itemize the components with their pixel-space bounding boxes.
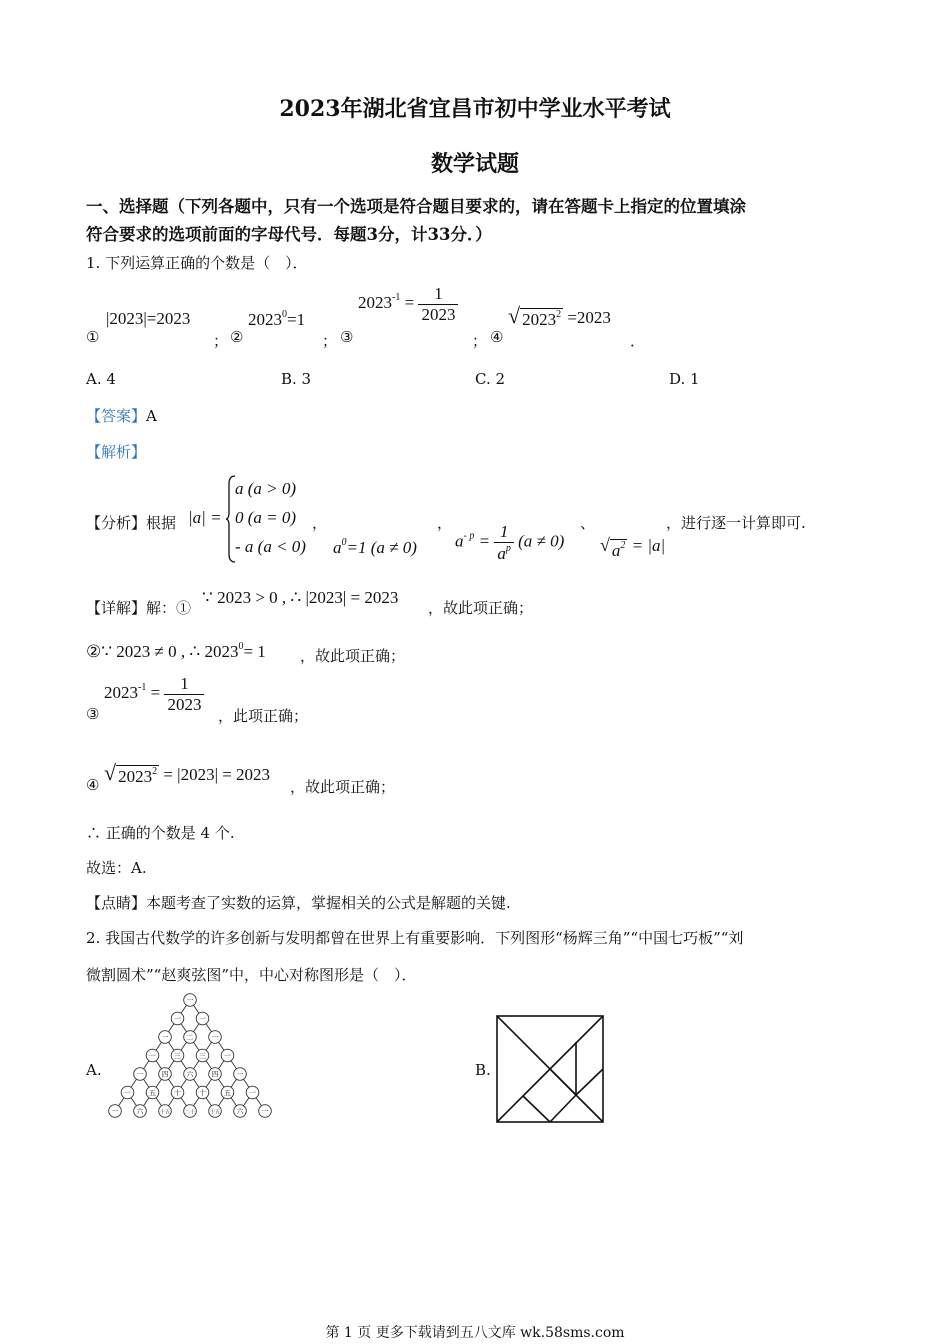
fraction-numerator: 1 — [418, 284, 458, 305]
q2-stem-line1: 2. 我国古代数学的许多创新与发明都曾在世界上有重要影响．下列图形“杨辉三角”“中国七巧板”“刘 — [86, 929, 744, 947]
triangle-node-label: 一 — [186, 996, 194, 1005]
tangram-square-edge — [550, 1069, 576, 1095]
triangle-node-label: 一 — [149, 1052, 156, 1060]
step2-tail: ，故此项正确； — [300, 647, 406, 665]
step4-rest: = |2023| = 2023 — [163, 765, 271, 784]
tangram-figure[interactable] — [495, 1014, 605, 1124]
piece-negative: - a (a < 0) — [235, 537, 306, 556]
fenxi-comma-2: ， — [437, 514, 453, 532]
triangle-node-label: 十 — [199, 1089, 206, 1097]
neg-power-num: 1 — [494, 522, 514, 543]
triangle-node-label: 一 — [199, 1015, 206, 1023]
step3-num: 1 — [164, 674, 204, 695]
step2-expr — [86, 641, 266, 662]
answer-line — [86, 405, 157, 426]
q1-expr-3-fraction — [418, 284, 458, 324]
triangle-node-label: 十 — [174, 1089, 181, 1097]
triangle-node-label: 一 — [111, 1107, 119, 1116]
triangle-node-label: 二十 — [184, 1109, 196, 1116]
q1-expr-4-rest: =2023 — [567, 308, 611, 327]
analysis-tag: 【解析】 — [86, 443, 147, 461]
q1-option-b[interactable]: B. 3 — [281, 370, 312, 388]
choose: 故选：A. — [86, 859, 147, 877]
xiangjie-tag: 【详解】 — [86, 599, 147, 617]
triangle-node-label: 三 — [199, 1052, 206, 1060]
step3-exp: -1 — [138, 681, 147, 693]
sqrt-a-exp: 2 — [620, 540, 626, 551]
neg-power-eq: = — [478, 531, 491, 551]
negative-power-rule — [455, 522, 564, 563]
step2-rest: = 1 — [243, 642, 266, 661]
q1-circ-4: ④ — [490, 328, 504, 346]
step3-tail: ，此项正确； — [218, 707, 309, 725]
sqrt-a-radicand: a — [611, 541, 621, 560]
sqrt-a-symbol — [600, 536, 627, 561]
step2-exp: 0 — [238, 641, 244, 652]
triangle-node-label: 五 — [149, 1089, 156, 1097]
triangle-node-label: 一 — [211, 1033, 219, 1042]
neg-power-cond: (a ≠ 0) — [518, 531, 565, 551]
q1-expr-3-exp: -1 — [392, 291, 401, 303]
q1-sep-1: ； — [213, 332, 229, 350]
triangle-node-label: 一 — [236, 1070, 244, 1079]
page-subtitle: 数学试题 — [430, 151, 519, 177]
triangle-node-label: 一 — [124, 1089, 131, 1097]
conclusion: ∴ 正确的个数是 4 个. — [86, 824, 235, 842]
neg-power-den-wrap — [494, 543, 514, 564]
fenxi-line-start — [86, 512, 176, 533]
answer-value: A — [146, 407, 157, 425]
q1-expr-4-exp: 2 — [556, 309, 562, 320]
step3-expr — [104, 674, 204, 714]
sqrt-abs-rule — [600, 536, 665, 561]
q1-circ-2: ② — [230, 328, 244, 346]
q2-option-b[interactable]: B. — [475, 1061, 491, 1079]
triangle-node-label: 六 — [186, 1070, 194, 1079]
dianjing-text: 本题考查了实数的运算，掌握相关的公式是解题的关键. — [146, 894, 511, 912]
step3-base: 2023 — [104, 682, 138, 702]
triangle-node-label: 六 — [136, 1107, 144, 1116]
page-title: 2023年湖北省宜昌市初中学业水平考试 — [279, 96, 671, 122]
q2-option-a[interactable]: A. — [86, 1061, 102, 1079]
zero-power-base: a — [333, 538, 342, 557]
q1-circ-3: ③ — [340, 328, 354, 346]
q1-sep-2: ； — [322, 332, 338, 350]
dianjing-line — [86, 892, 511, 913]
radical-sign: √ — [600, 535, 610, 555]
piece-positive: a (a > 0) — [235, 479, 297, 498]
step3-circ: ③ — [86, 705, 100, 723]
neg-power-fraction — [494, 522, 514, 563]
triangle-node-label: 四 — [161, 1070, 169, 1079]
abs-a: |a| = — [188, 508, 222, 527]
q1-circ-1: ① — [86, 328, 100, 346]
neg-power-base: a — [455, 531, 464, 551]
q2-stem-line2: 微割圆术”“赵爽弦图”中，中心对称图形是（ ）． — [86, 966, 417, 984]
q1-expr-2-base: 2023 — [248, 310, 282, 329]
step2-main: ②∵ 2023 ≠ 0 , ∴ 2023 — [86, 642, 239, 661]
xiangjie-intro: 解：① — [146, 599, 192, 617]
q1-expr-3 — [358, 284, 458, 324]
triangle-node-label: 一 — [174, 1015, 181, 1023]
triangle-node-label: 十五 — [209, 1109, 221, 1116]
zero-power-exp: 0 — [341, 537, 347, 548]
q1-option-a[interactable]: A. 4 — [86, 370, 116, 388]
tangram-parallelogram-side — [576, 1069, 603, 1095]
step1-tail: ，故此项正确； — [428, 599, 534, 617]
q1-expr-4 — [508, 305, 611, 330]
q1-option-d[interactable]: D. 1 — [669, 370, 700, 388]
q1-expr-2-rest: =1 — [287, 310, 306, 329]
q1-option-c[interactable]: C. 2 — [475, 370, 506, 388]
step3-den: 2023 — [167, 694, 202, 714]
q1-expr-2 — [248, 309, 305, 330]
step4-radicand: 2023 — [118, 767, 153, 786]
fenxi-tail: ，进行逐一计算即可. — [666, 514, 806, 532]
step1-expr: ∵ 2023 > 0 , ∴ |2023| = 2023 — [202, 588, 399, 607]
step4-circ: ④ — [86, 776, 100, 794]
q1-end: ． — [630, 332, 646, 350]
q1-sep-3: ； — [472, 332, 488, 350]
q1-stem: 1. 下列运算正确的个数是（ ）． — [86, 254, 308, 272]
fenxi-text: 根据 — [146, 514, 177, 532]
triangle-node-label: 四 — [211, 1070, 219, 1079]
q1-expr-2-exp: 0 — [282, 309, 287, 320]
q1-expr-3-base: 2023 — [358, 292, 392, 312]
fenxi-tag: 【分析】 — [86, 514, 147, 532]
yang-hui-triangle[interactable] — [104, 990, 276, 1125]
triangle-node-label: 二 — [186, 1033, 194, 1042]
triangle-node-label: 五 — [224, 1089, 231, 1097]
zero-power-rule — [333, 537, 417, 558]
xiangjie-start — [86, 597, 191, 618]
fenxi-comma-1: ， — [312, 514, 328, 532]
q1-expr-4-radicand: 2023 — [522, 310, 557, 329]
triangle-node-label: 一 — [161, 1033, 169, 1042]
triangle-node-label: 一 — [249, 1089, 256, 1097]
sqrt-symbol — [508, 305, 563, 330]
answer-tag: 【答案】 — [86, 407, 147, 425]
zero-power-rest: =1 (a ≠ 0) — [346, 538, 417, 557]
triangle-node-label: 一 — [136, 1070, 144, 1079]
triangle-node-label: 六 — [236, 1107, 244, 1116]
section-heading-line2: 符合要求的选项前面的字母代号．每题3分，计33分．） — [86, 225, 492, 244]
step3-eq: = — [150, 682, 161, 702]
radical-sign: √ — [508, 303, 521, 328]
neg-power-den-exp: p — [505, 542, 511, 554]
fraction-denominator: 2023 — [421, 304, 456, 324]
dianjing-tag: 【点睛】 — [86, 894, 147, 912]
fenxi-dun: 、 — [580, 514, 596, 532]
step4-tail: ，故此项正确； — [290, 778, 396, 796]
q1-expr-3-eq: = — [404, 292, 415, 312]
q1-expr-1: |2023|=2023 — [106, 309, 191, 328]
triangle-node-label: 十五 — [159, 1109, 171, 1116]
tangram-square-bottom — [550, 1095, 576, 1122]
neg-power-den: a — [497, 543, 506, 563]
step4-sqrt — [104, 762, 159, 787]
triangle-node-label: 一 — [224, 1052, 231, 1060]
step4-exp: 2 — [152, 766, 158, 777]
page-footer: 第 1 页 更多下载请到五八文库 wk.58sms.com — [325, 1325, 625, 1341]
section-heading-line1: 一、选择题（下列各题中，只有一个选项是符合题目要求的，请在答题卡上指定的位置填涂 — [86, 197, 746, 216]
step4-expr — [104, 762, 270, 787]
neg-power-exp: - p — [463, 530, 475, 542]
step3-fraction — [164, 674, 204, 714]
triangle-node-label: 三 — [174, 1052, 181, 1060]
tangram-small-triangle-edge — [523, 1096, 550, 1122]
sqrt-a-rest: = |a| — [631, 536, 666, 555]
triangle-node-label: 一 — [261, 1107, 269, 1116]
radical-sign: √ — [104, 760, 117, 785]
piece-zero: 0 (a = 0) — [235, 508, 297, 527]
